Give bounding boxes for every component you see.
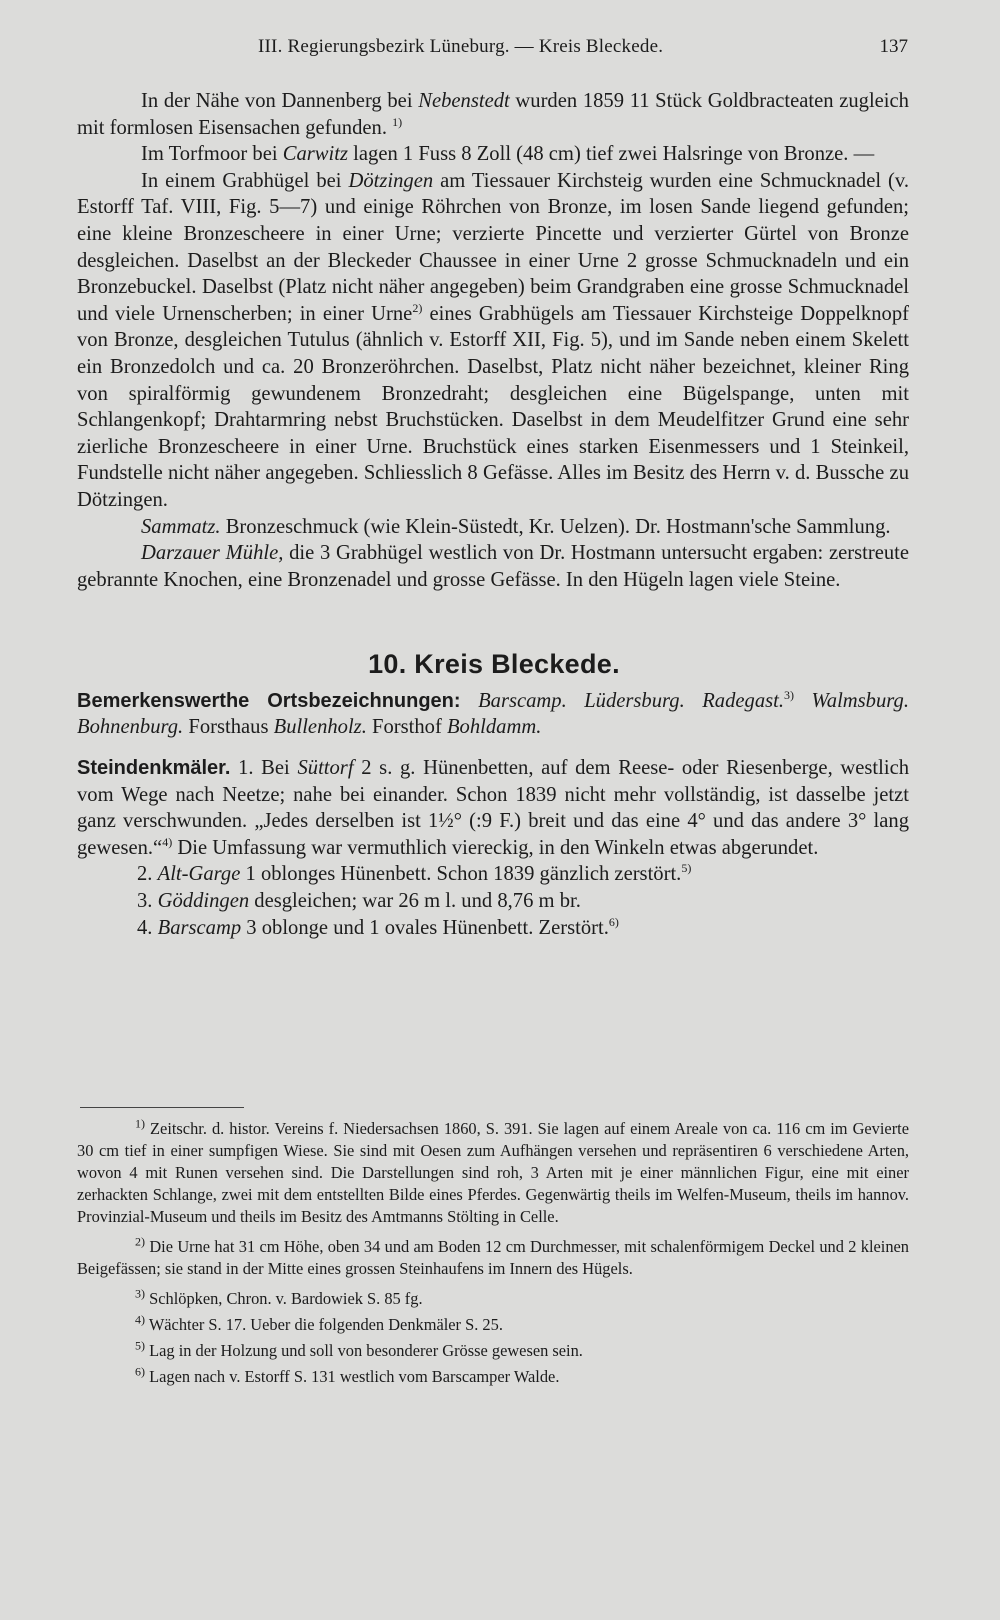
subheading-steindenkmaeler: Steindenkmäler. (77, 757, 231, 780)
place-name: Sammatz. (141, 515, 221, 538)
footnote-ref: 1) (392, 114, 403, 129)
footnote-6: $^{6)}$ Lagen nach v. Estorff S. 131 westlich vom Barscamper Walde. (135, 1364, 560, 1386)
section-title: 10. Kreis Bleckede. (368, 649, 620, 680)
footnote-ref: 6) (608, 914, 619, 929)
place-name: Barscamp (157, 916, 242, 939)
paragraph-nebenstedt: In der Nähe von Dannenberg bei Nebenstedt wurden 1859 11 Stück Goldbracteaten zugleich mit formlosen Eisensachen gefunden. $^{1)}$ (77, 90, 909, 139)
paragraph-carwitz: Im Torfmoor bei Carwitz lagen 1 Fuss 8 Zoll (48 cm) tief zwei Halsringe von Bronze. — (141, 143, 875, 166)
footnote-1: $^{1)}$ Zeitschr. d. histor. Vereins f. Niedersachsen 1860, S. 391. Sie lagen auf einem Areale von ca. 116 cm im Gevierte 30 cm tief in einer sumpfigen Wiese. Sie sind mit Oesen zum Aufhängen versehen und repräsentiren 6 verschiedene Arten, wovon 4 mit Runen versehen sind. Die Darstellungen sind roh, 3 Arten mit je einer männlichen Figur, eine mit einer zerhackten Schlange, zwei mit dem entstellten Bilde eines Pferdes. Gegenwärtig theils im Welfen-Museum, theils im hannov. Provinzial-Museum und theils im Besitz des Amtmanns Stölting in Celle. (77, 1116, 909, 1226)
subheading-ortsbezeichnungen: Bemerkenswerthe Ortsbezeichnungen: (77, 689, 461, 712)
footnotes (77, 1118, 909, 1392)
list-item-goeddingen: 3. Göddingen desgleichen; war 26 m l. und 8,76 m br. (137, 890, 581, 913)
footnote-divider (80, 1107, 244, 1108)
main-text (77, 88, 909, 941)
place-name: Dötzingen (348, 169, 434, 192)
footnote-4: $^{4)}$ Wächter S. 17. Ueber die folgenden Denkmäler S. 25. (135, 1312, 503, 1334)
footnote-ref: 3) (784, 688, 795, 703)
paragraph-doetzingen: In einem Grabhügel bei Dötzingen am Tiessauer Kirchsteig wurden eine Schmucknadel (v. Estorff Taf. VIII, Fig. 5—7) und einige Röhrchen von Bronze, im losen Sande liegend gefunden; eine kleine Bronzescheere in einer Urne; verzierte Pincette und verzierter Gürtel von Bronze desgleichen. Daselbst an der Bleckeder Chaussee in einer Urne 2 grosse Schmucknadeln und ein Bronzebuckel. Daselbst (Platz nicht näher angegeben) beim Grandgraben eine grosse Schmucknadel und viele Urnenscherben; in einer Urne$^{2)}$ eines Grabhügels am Tiessauer Kirchsteige Doppelknopf von Bronze, desgleichen Tutulus (ähnlich v. Estorff XII, Fig. 5), und im Sande neben einem Skelett ein Bronzedolch und ca. 20 Bronzeröhrchen. Daselbst, Platz nicht näher bezeichnet, kleiner Ring von spiralförmig gewundenem Bronzedraht; desgleichen eine Bügelspange, unten mit Schlangenkopf; Drahtarmring nebst Bruchstücken. Daselbst in dem Meudelfitzer Grund eine sehr zierliche Bronzescheere in einer Urne. Bruchstück eines starken Eisenmessers und 1 Steinkeil, Fundstelle nicht näher angegeben. Schliesslich 8 Gefässe. Alles im Besitz des Herrn v. d. Bussche zu Dötzingen. (77, 169, 909, 511)
paragraph-steindenkmaeler: Steindenkmäler. 1. Bei Süttorf 2 s. g. Hünenbetten, auf dem Reese- oder Riesenberge, westlich vom Wege nach Neetze; nahe bei einander. Schon 1839 nicht mehr vollständig, ist dasselbe jetzt ganz verschwunden. „Jedes derselben ist 1½° (:9 F.) breit und das eine 4° und das andere 3° lang gewesen.“$^{4)}$ Die Umfassung war vermuthlich viereckig, in den Winkeln etwas abgerundet. (77, 757, 910, 859)
footnote-ref: 4) (162, 834, 173, 849)
list-item-barscamp: 4. Barscamp 3 oblonge und 1 ovales Hünenbett. Zerstört.$^{6)}$ (137, 914, 619, 939)
running-header (80, 32, 908, 62)
paragraph-sammatz: Sammatz. Bronzeschmuck (wie Klein-Süstedt, Kr. Uelzen). Dr. Hostmann'sche Sammlung. (141, 515, 891, 538)
paragraph-ortsbezeichnungen: Bemerkenswerthe Ortsbezeichnungen: Barscamp. Lüdersburg. Radegast.$^{3)}$ Walmsburg. Bohnenburg. Forsthaus Bullenholz. Forsthof Bohldamm. (77, 688, 909, 739)
place-name: Carwitz (282, 143, 348, 166)
footnote-3: $^{3)}$ Schlöpken, Chron. v. Bardowiek S. 85 fg. (135, 1286, 423, 1308)
running-title: III. Regierungsbezirk Lüneburg. — Kreis Bleckede. (258, 36, 664, 57)
place-name: Darzauer Mühle, (141, 542, 284, 565)
place-name: Alt-Garge (157, 863, 241, 886)
footnote-ref: 2) (412, 300, 423, 315)
footnote-2: $^{2)}$ Die Urne hat 31 cm Höhe, oben 34 und am Boden 12 cm Durchmesser, mit schalenförmigem Deckel und 2 kleinen Beigefässen; sie stand in der Mitte eines grossen Steinhaufens im Innern des Hügels. (77, 1234, 909, 1278)
paragraph-darzauer-muehle: Darzauer Mühle, die 3 Grabhügel westlich von Dr. Hostmann untersucht ergaben: zerstreute gebrannte Knochen, eine Bronzenadel und grosse Gefässe. In den Hügeln lagen viele Steine. (77, 542, 909, 591)
footnote-ref: 5) (681, 861, 692, 876)
place-name: Nebenstedt (418, 90, 510, 112)
footnote-5: $^{5)}$ Lag in der Holzung und soll von besonderer Grösse gewesen sein. (135, 1338, 583, 1360)
page-number: 137 (879, 36, 908, 57)
place-name: Süttorf (297, 757, 354, 780)
list-item-alt-garge: 2. Alt-Garge 1 oblonges Hünenbett. Schon 1839 gänzlich zerstört.$^{5)}$ (137, 861, 692, 886)
place-name: Göddingen (157, 890, 250, 913)
